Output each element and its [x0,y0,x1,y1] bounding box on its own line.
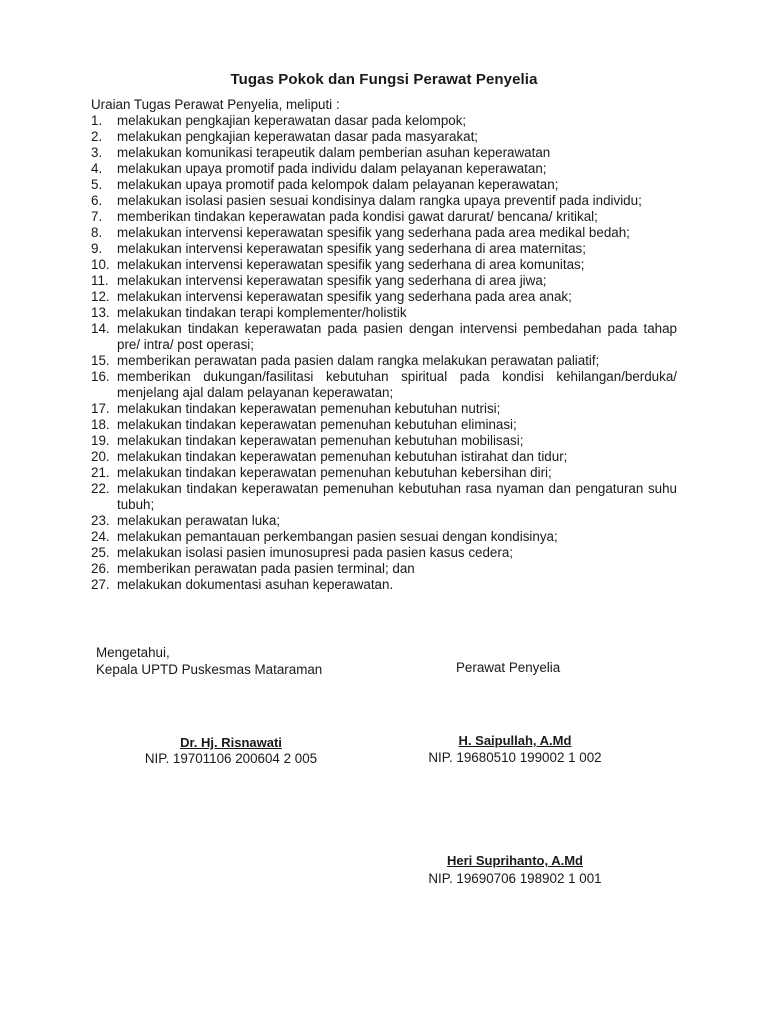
item-number: 22. [91,481,110,496]
item-number: 8. [91,225,103,240]
list-item [91,481,677,513]
item-number: 12. [91,289,110,304]
item-text: melakukan komunikasi terapeutik dalam pemberian asuhan keperawatan [117,145,551,160]
item-text: melakukan tindakan keperawatan pemenuhan kebutuhan mobilisasi; [117,433,524,448]
intro-text: Uraian Tugas Perawat Penyelia, meliputi : [91,97,340,112]
list-item [91,561,677,577]
list-item [91,113,677,129]
item-text: melakukan tindakan keperawatan pada pasien dengan intervensi pembedahan pada tahap pre/ intra/ post operasi; [117,321,677,352]
bottom-signatory-nip: NIP. 19690706 198902 1 001 [428,871,602,886]
list-item [91,513,677,529]
item-number: 19. [91,433,110,448]
list-item [91,529,677,545]
list-item [91,241,677,257]
item-number: 24. [91,529,110,544]
list-item [91,257,677,273]
left-signatory-name: Dr. Hj. Risnawati [180,735,282,750]
item-text: melakukan tindakan keperawatan pemenuhan kebutuhan eliminasi; [117,417,517,432]
left-signatory-nip: NIP. 19701106 200604 2 005 [144,751,318,766]
list-item [91,145,677,161]
item-text: melakukan tindakan keperawatan pemenuhan kebutuhan kebersihan diri; [117,465,552,480]
item-text: memberikan tindakan keperawatan pada kondisi gawat darurat/ bencana/ kritikal; [117,209,598,224]
list-item [91,449,677,465]
item-text: melakukan intervensi keperawatan spesifik yang sederhana pada area medikal bedah; [117,225,630,240]
item-number: 3. [91,145,103,160]
list-item [91,321,677,353]
item-number: 25. [91,545,110,560]
item-number: 10. [91,257,110,272]
item-number: 6. [91,193,103,208]
item-text: melakukan perawatan luka; [117,513,281,528]
list-item [91,209,677,225]
item-text: memberikan perawatan pada pasien terminal; dan [117,561,415,576]
item-number: 13. [91,305,110,320]
list-item [91,545,677,561]
item-text: melakukan upaya promotif pada kelompok dalam pelayanan keperawatan; [117,177,559,192]
item-text: melakukan pengkajian keperawatan dasar pada kelompok; [117,113,467,128]
list-item [91,433,677,449]
left-signature-heading [96,644,322,678]
list-item [91,353,677,369]
acknowledge-label: Mengetahui, [96,645,170,660]
item-text: melakukan intervensi keperawatan spesifik yang sederhana di area jiwa; [117,273,547,288]
item-number: 14. [91,321,110,336]
left-role-label: Kepala UPTD Puskesmas Mataraman [96,662,323,677]
item-number: 1. [91,113,103,128]
item-number: 15. [91,353,110,368]
list-item [91,225,677,241]
item-text: melakukan upaya promotif pada individu dalam pelayanan keperawatan; [117,161,547,176]
list-item [91,305,677,321]
item-text: melakukan intervensi keperawatan spesifik yang sederhana pada area anak; [117,289,572,304]
item-text: melakukan isolasi pasien sesuai kondisinya dalam rangka upaya preventif pada individu; [117,193,642,208]
item-number: 11. [91,273,109,288]
list-item [91,177,677,193]
item-number: 27. [91,577,110,592]
item-text: memberikan dukungan/fasilitasi kebutuhan spiritual pada kondisi kehilangan/berduka/ menjelang ajal dalam pelayanan keperawatan; [117,369,677,400]
item-text: memberikan perawatan pada pasien dalam rangka melakukan perawatan paliatif; [117,353,600,368]
list-item [91,417,677,433]
right-role-label: Perawat Penyelia [456,660,561,675]
list-item [91,273,677,289]
item-number: 9. [91,241,103,256]
item-text: melakukan pengkajian keperawatan dasar pada masyarakat; [117,129,479,144]
item-number: 26. [91,561,110,576]
document-title: Tugas Pokok dan Fungsi Perawat Penyelia [230,71,538,88]
list-item [91,129,677,145]
item-text: melakukan tindakan keperawatan pemenuhan kebutuhan rasa nyaman dan pengaturan suhu tubuh; [117,481,677,512]
item-number: 21. [91,465,110,480]
item-number: 2. [91,129,103,144]
list-item [91,465,677,481]
item-number: 7. [91,209,103,224]
item-text: melakukan tindakan terapi komplementer/holistik [117,305,407,320]
item-number: 16. [91,369,110,384]
item-text: melakukan tindakan keperawatan pemenuhan kebutuhan istirahat dan tidur; [117,449,568,464]
list-item [91,161,677,177]
item-number: 20. [91,449,110,464]
list-item [91,289,677,305]
item-text: melakukan tindakan keperawatan pemenuhan kebutuhan nutrisi; [117,401,501,416]
right-signatory-name: H. Saipullah, A.Md [458,733,572,748]
bottom-signatory-name: Heri Suprihanto, A.Md [446,853,584,868]
item-text: melakukan intervensi keperawatan spesifik yang sederhana di area maternitas; [117,241,586,256]
item-text: melakukan pemantauan perkembangan pasien sesuai dengan kondisinya; [117,529,558,544]
item-text: melakukan isolasi pasien imunosupresi pada pasien kasus cedera; [117,545,513,560]
duty-list [91,113,677,593]
right-signatory-nip: NIP. 19680510 199002 1 002 [428,750,602,765]
list-item [91,369,677,401]
item-number: 23. [91,513,110,528]
item-number: 4. [91,161,103,176]
item-number: 18. [91,417,110,432]
list-item [91,193,677,209]
item-number: 5. [91,177,103,192]
item-text: melakukan intervensi keperawatan spesifik yang sederhana di area komunitas; [117,257,585,272]
list-item [91,577,677,593]
list-item [91,401,677,417]
item-number: 17. [91,401,110,416]
item-text: melakukan dokumentasi asuhan keperawatan. [117,577,394,592]
